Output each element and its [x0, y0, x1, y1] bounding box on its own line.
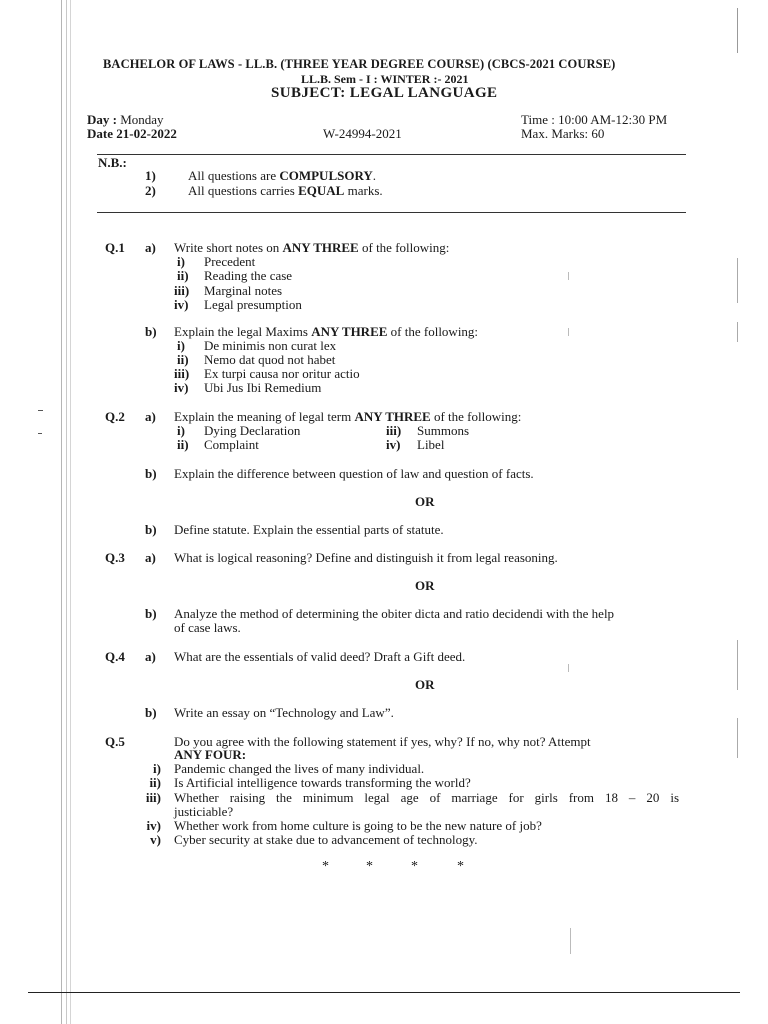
- item-text: Whether work from home culture is going to be the new nature of job?: [174, 818, 542, 833]
- scan-mark: [737, 718, 738, 758]
- end-mark: *: [322, 859, 329, 874]
- subquestion-label: b): [145, 324, 157, 339]
- subquestion-label: b): [145, 606, 157, 621]
- item-text: Whether raising the minimum legal age of marriage for girls from 18 – 20 is: [174, 790, 679, 805]
- scan-mark: [737, 8, 738, 53]
- end-mark: *: [366, 859, 373, 874]
- item-number: ii): [149, 775, 161, 790]
- or-separator: OR: [415, 578, 435, 593]
- item-text: Nemo dat quod not habet: [204, 352, 336, 367]
- scan-dash: [38, 433, 42, 434]
- question-text: Define statute. Explain the essential parts of statute.: [174, 522, 444, 537]
- item-text: Cyber security at stake due to advancement of technology.: [174, 832, 478, 847]
- scan-mark: [570, 928, 571, 954]
- nb-item-text: All questions carries EQUAL marks.: [188, 183, 383, 198]
- item-number: i): [153, 761, 161, 776]
- item-text: Dying Declaration: [204, 423, 301, 438]
- paper-code: W-24994-2021: [323, 126, 402, 141]
- divider-top: [97, 154, 686, 155]
- item-text: Ubi Jus Ibi Remedium: [204, 380, 322, 395]
- subquestion-label: b): [145, 466, 157, 481]
- item-text: Reading the case: [204, 268, 293, 283]
- day-label: Day :: [87, 112, 117, 127]
- date-value: 21-02-2022: [116, 126, 177, 141]
- item-number: ii): [177, 437, 189, 452]
- subquestion-label: a): [145, 649, 156, 664]
- question-number: Q.1: [105, 240, 125, 255]
- day-value: Monday: [120, 112, 164, 127]
- nb-item-text: All questions are COMPULSORY.: [188, 168, 377, 183]
- question-text: What are the essentials of valid deed? Draft a Gift deed.: [174, 649, 466, 664]
- question-text: Write short notes on ANY THREE of the following:: [174, 240, 450, 255]
- scan-mark: [568, 328, 569, 336]
- max-marks: Max. Marks: 60: [521, 126, 605, 141]
- question-text: Explain the legal Maxims ANY THREE of the following:: [174, 324, 479, 339]
- item-number: iv): [174, 297, 189, 312]
- end-mark: *: [411, 859, 418, 874]
- scan-mark: [568, 664, 569, 672]
- item-number: iv): [174, 380, 189, 395]
- item-number: iii): [386, 423, 402, 438]
- question-text-continued: ANY FOUR:: [174, 747, 247, 762]
- subquestion-label: b): [145, 705, 157, 720]
- header-semester: LL.B. Sem - I : WINTER :- 2021: [301, 72, 469, 86]
- nb-item-number: 1): [145, 168, 156, 183]
- scan-edge-line: [66, 0, 67, 1024]
- question-text: Explain the difference between question of law and question of facts.: [174, 466, 534, 481]
- date-line: [87, 126, 177, 142]
- scan-mark: [737, 640, 738, 690]
- or-separator: OR: [415, 494, 435, 509]
- question-number: Q.5: [105, 734, 125, 749]
- item-number: iv): [146, 818, 161, 833]
- divider-bottom: [97, 212, 686, 213]
- end-mark: *: [457, 859, 464, 874]
- item-number: ii): [177, 268, 189, 283]
- item-text: Is Artificial intelligence towards transforming the world?: [174, 775, 471, 790]
- item-text: Precedent: [204, 254, 256, 269]
- nb-item-number: 2): [145, 183, 156, 198]
- item-number: i): [177, 338, 185, 353]
- scan-mark: [737, 322, 738, 342]
- scan-edge-line: [70, 0, 71, 1024]
- subquestion-label: b): [145, 522, 157, 537]
- subquestion-label: a): [145, 409, 156, 424]
- item-text: Libel: [417, 437, 445, 452]
- question-text-continued: of case laws.: [174, 620, 241, 635]
- question-text: Analyze the method of determining the obiter dicta and ratio decidendi with the help: [174, 606, 615, 621]
- question-number: Q.3: [105, 550, 125, 565]
- question-text: What is logical reasoning? Define and distinguish it from legal reasoning.: [174, 550, 558, 565]
- scan-dash: [38, 410, 43, 411]
- item-number: iii): [145, 790, 161, 805]
- header-subject: SUBJECT: LEGAL LANGUAGE: [271, 85, 498, 101]
- question-number: Q.4: [105, 649, 125, 664]
- item-number: ii): [177, 352, 189, 367]
- item-text: Complaint: [204, 437, 259, 452]
- nb-label: N.B.:: [98, 155, 127, 170]
- subquestion-label: a): [145, 240, 156, 255]
- item-number: i): [177, 423, 185, 438]
- or-separator: OR: [415, 677, 435, 692]
- question-number: Q.2: [105, 409, 125, 424]
- item-number: v): [150, 832, 161, 847]
- item-text: Ex turpi causa nor oritur actio: [204, 366, 360, 381]
- item-text-continued: justiciable?: [174, 804, 234, 819]
- scan-mark: [568, 272, 569, 280]
- exam-time: Time : 10:00 AM-12:30 PM: [521, 112, 668, 127]
- scan-edge-line: [61, 0, 62, 1024]
- item-text: Pandemic changed the lives of many individual.: [174, 761, 425, 776]
- item-number: i): [177, 254, 185, 269]
- item-text: De minimis non curat lex: [204, 338, 337, 353]
- item-number: iii): [174, 366, 190, 381]
- scan-bottom-line: [28, 992, 740, 993]
- item-text: Legal presumption: [204, 297, 302, 312]
- date-label: Date: [87, 126, 113, 141]
- question-text: Do you agree with the following statement if yes, why? If no, why not? Attempt: [174, 734, 591, 749]
- item-text: Summons: [417, 423, 470, 438]
- question-text: Write an essay on “Technology and Law”.: [174, 705, 394, 720]
- item-number: iv): [386, 437, 401, 452]
- subquestion-label: a): [145, 550, 156, 565]
- item-text: Marginal notes: [204, 283, 283, 298]
- scan-mark: [737, 258, 738, 303]
- question-text: Explain the meaning of legal term ANY THREE of the following:: [174, 409, 522, 424]
- item-number: iii): [174, 283, 190, 298]
- header-title: BACHELOR OF LAWS - LL.B. (THREE YEAR DEGREE COURSE) (CBCS-2021 COURSE): [103, 57, 616, 71]
